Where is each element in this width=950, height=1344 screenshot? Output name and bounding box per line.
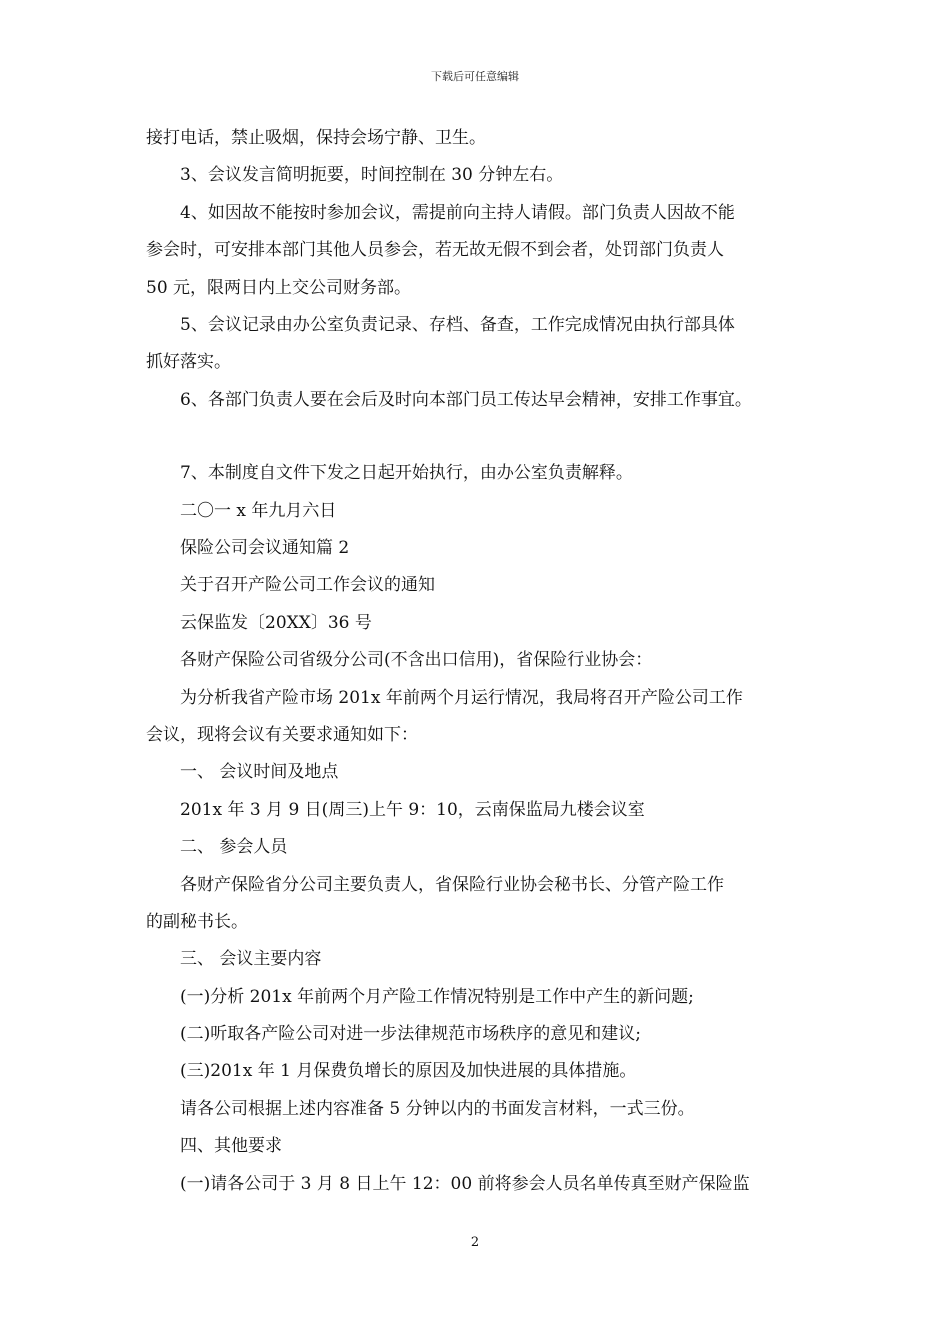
- date-line: 二〇一 x 年九月六日: [180, 501, 337, 521]
- paragraph-line: 请各公司根据上述内容准备 5 分钟以内的书面发言材料，一式三份。: [180, 1099, 695, 1119]
- paragraph-line: 3、会议发言简明扼要，时间控制在 30 分钟左右。: [180, 165, 564, 185]
- paragraph-line: 接打电话，禁止吸烟，保持会场宁静、卫生。: [146, 128, 486, 148]
- paragraph-line: 50 元，限两日内上交公司财务部。: [146, 278, 412, 298]
- paragraph-line: 为分析我省产险市场 201x 年前两个月运行情况，我局将召开产险公司工作: [180, 688, 743, 708]
- heading-line: 一、 会议时间及地点: [180, 762, 339, 782]
- page-number: 2: [470, 1235, 480, 1250]
- list-item: (三)201x 年 1 月保费负增长的原因及加快进展的具体措施。: [180, 1061, 637, 1081]
- paragraph-line: 抓好落实。: [146, 352, 231, 372]
- addressee-line: 各财产保险公司省级分公司(不含出口信用)，省保险行业协会：: [180, 650, 653, 670]
- paragraph-line: 7、本制度自文件下发之日起开始执行，由办公室负责解释。: [180, 463, 633, 483]
- section-title: 保险公司会议通知篇 2: [180, 538, 350, 558]
- list-item: (一)分析 201x 年前两个月产险工作情况特别是工作中产生的新问题;: [180, 987, 694, 1007]
- paragraph-line: 会议，现将会议有关要求通知如下：: [146, 725, 418, 745]
- paragraph-line: 5、会议记录由办公室负责记录、存档、备查，工作完成情况由执行部具体: [180, 315, 735, 335]
- paragraph-line: 各财产保险省分公司主要负责人，省保险行业协会秘书长、分管产险工作: [180, 875, 724, 895]
- page-header: 下载后可任意编辑: [431, 70, 519, 83]
- paragraph-line: 201x 年 3 月 9 日(周三)上午 9：10，云南保监局九楼会议室: [180, 800, 645, 820]
- notice-title: 关于召开产险公司工作会议的通知: [180, 575, 435, 595]
- paragraph-line: 的副秘书长。: [146, 912, 248, 932]
- list-item: (二)听取各产险公司对进一步法律规范市场秩序的意见和建议;: [180, 1024, 641, 1044]
- document-number: 云保监发〔20XX〕36 号: [180, 613, 372, 633]
- heading-line: 四、其他要求: [180, 1136, 282, 1156]
- paragraph-line: 参会时，可安排本部门其他人员参会，若无故无假不到会者，处罚部门负责人: [146, 240, 724, 260]
- list-item: (一)请各公司于 3 月 8 日上午 12：00 前将参会人员名单传真至财产保险监: [180, 1174, 750, 1194]
- paragraph-line: 6、各部门负责人要在会后及时向本部门员工传达早会精神，安排工作事宜。: [180, 390, 752, 410]
- heading-line: 三、 会议主要内容: [180, 949, 322, 969]
- heading-line: 二、 参会人员: [180, 837, 288, 857]
- paragraph-line: 4、如因故不能按时参加会议，需提前向主持人请假。部门负责人因故不能: [180, 203, 735, 223]
